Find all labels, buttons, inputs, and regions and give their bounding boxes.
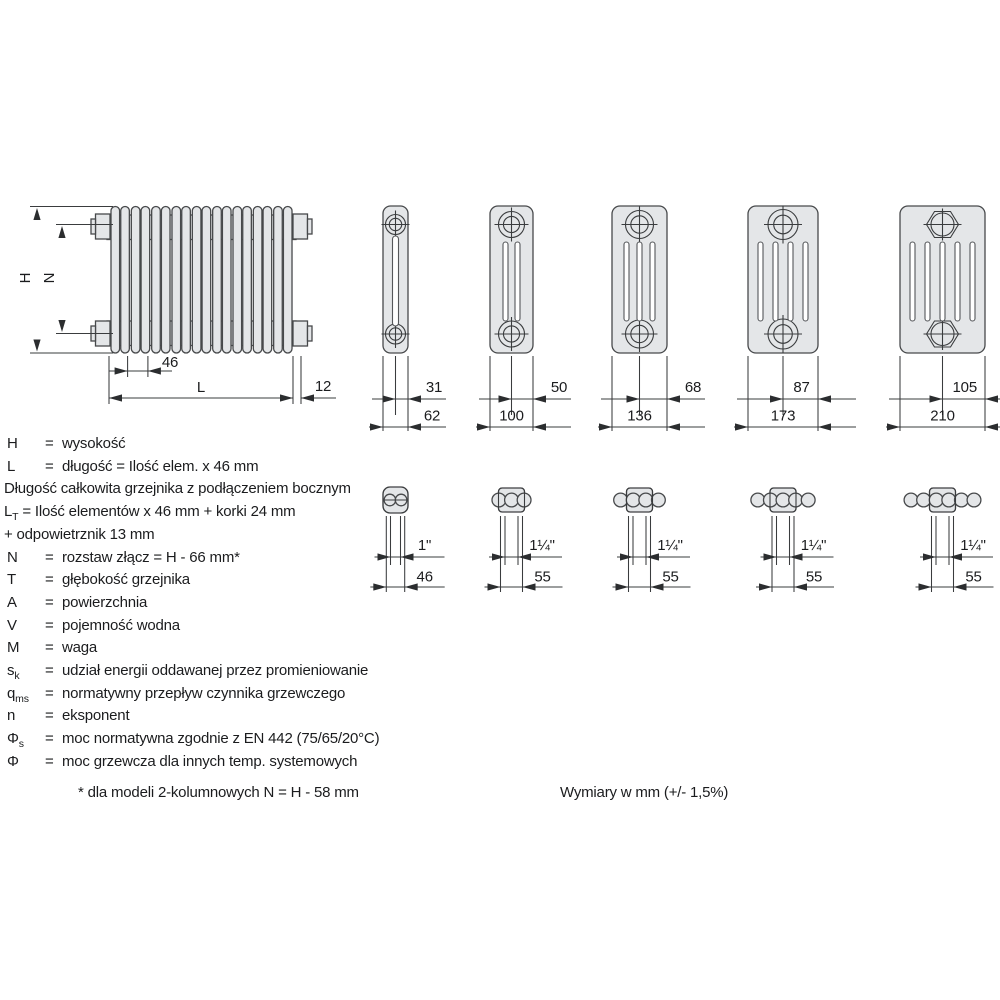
legend-symbol: $q_{ms}$	[7, 685, 29, 705]
dimension-label: 68	[684, 379, 702, 396]
legend-row	[0, 435, 560, 453]
legend-desc: = Ilość elementów x 46 mm + korki 24 mm	[18, 503, 296, 520]
dimension-label: 55	[534, 568, 551, 586]
legend-row	[0, 617, 560, 635]
legend-symbol: $\Phi_s$	[7, 730, 24, 750]
legend-row: $L_T$ = Ilość elementów x 46 mm + korki 24 mm	[4, 503, 296, 523]
legend-desc: rozstaw złącz = H - 66 mm*	[62, 549, 240, 566]
top-view-5col	[751, 488, 834, 592]
cross-section-2col	[369, 206, 446, 431]
legend-desc: moc grzewcza dla innych temp. systemowych	[62, 753, 358, 770]
legend-equals: =	[45, 639, 54, 656]
legend-desc: długość = Ilość elem. x 46 mm	[62, 458, 259, 475]
dimension-label: 1"	[417, 537, 432, 554]
legend-symbol: L	[7, 458, 16, 475]
legend-equals: =	[45, 730, 54, 747]
legend-row	[0, 568, 560, 589]
cross-section-3col	[476, 206, 571, 431]
dimension-label: 55	[662, 568, 679, 586]
cross-section-4col	[598, 206, 705, 431]
legend-symbol: Φ	[7, 753, 19, 770]
dimension-label: 1¼"	[529, 537, 555, 554]
legend-equals: =	[45, 753, 54, 770]
legend-row	[0, 685, 560, 703]
legend-equals: =	[45, 571, 54, 588]
legend-row	[0, 662, 560, 680]
dimension-label: N	[41, 272, 58, 284]
legend-equals: =	[45, 707, 54, 724]
dimension-label: 1¼"	[657, 537, 683, 554]
dimension-label: 100	[499, 407, 524, 425]
legend-symbol: A	[7, 594, 17, 611]
dimension-label: 50	[550, 379, 568, 396]
dimension-label: 55	[965, 568, 982, 586]
dimension-label: 31	[425, 379, 443, 396]
legend-equals: =	[45, 617, 54, 634]
dimension-label: L	[196, 379, 206, 396]
legend-row	[0, 730, 560, 748]
front-view-radiator	[17, 207, 336, 405]
dimensions-note: Wymiary w mm (+/- 1,5%)	[560, 784, 729, 801]
dimension-label: 46	[161, 354, 179, 371]
legend-desc: eksponent	[62, 707, 130, 724]
legend-desc: wysokość	[62, 435, 126, 452]
legend-row	[4, 480, 351, 497]
legend-symbol: T	[7, 571, 16, 588]
legend-symbol: $s_k$	[7, 662, 20, 682]
dimension-label: 1¼"	[960, 537, 986, 554]
dimension-label: 210	[930, 407, 955, 425]
legend-equals: =	[45, 685, 54, 702]
legend-desc: udział energii oddawanej przez promieniowanie	[62, 662, 369, 679]
legend-symbol: n	[7, 707, 16, 724]
legend-desc: + odpowietrznik 13 mm	[4, 526, 155, 543]
legend-desc: normatywny przepływ czynnika grzewczego	[62, 685, 346, 702]
legend-desc: waga	[62, 639, 98, 656]
dimension-label: 87	[793, 379, 810, 396]
legend-desc: Długość całkowita grzejnika z podłączeniem bocznym	[4, 480, 351, 497]
legend-row	[0, 753, 560, 771]
legend-row	[4, 526, 154, 543]
legend-row	[0, 707, 560, 725]
legend-desc: moc normatywna zgodnie z EN 442 (75/65/20°C)	[62, 730, 380, 747]
legend-equals: =	[45, 662, 54, 679]
legend-equals: =	[45, 594, 54, 611]
legend-symbol: V	[7, 617, 17, 634]
legend-equals: =	[45, 549, 54, 566]
cross-section-5col	[734, 206, 856, 432]
legend-equals: =	[45, 458, 54, 475]
legend-symbol: N	[7, 549, 18, 566]
dimension-label: 12	[314, 378, 332, 395]
dimension-label: 105	[952, 379, 977, 396]
dimension-label: 62	[423, 407, 441, 425]
dimension-label: 55	[805, 568, 823, 586]
legend-desc: * dla modeli 2-kolumnowych N = H - 58 mm	[78, 784, 359, 801]
legend-symbol: M	[7, 639, 20, 656]
dimension-label: H	[17, 272, 34, 284]
dimension-label: 46	[416, 568, 433, 586]
top-view-6col	[904, 488, 993, 592]
top-view-4col	[613, 488, 691, 592]
dimension-label: 136	[627, 407, 652, 425]
legend-row	[0, 458, 560, 476]
dimension-label: 173	[770, 407, 796, 425]
cross-section-6col	[886, 206, 1000, 431]
legend-desc: głębokość grzejnika	[62, 571, 190, 588]
legend-row	[0, 594, 560, 612]
legend-symbol: L	[4, 503, 13, 520]
legend-row	[0, 549, 560, 567]
legend-desc: powierzchnia	[62, 594, 148, 611]
dimension-label: 1¼"	[800, 537, 827, 554]
legend-symbol: H	[7, 435, 18, 452]
legend-equals: =	[45, 435, 54, 452]
legend-desc: pojemność wodna	[62, 617, 180, 634]
legend-row	[0, 639, 560, 657]
legend-footnote	[78, 784, 359, 801]
